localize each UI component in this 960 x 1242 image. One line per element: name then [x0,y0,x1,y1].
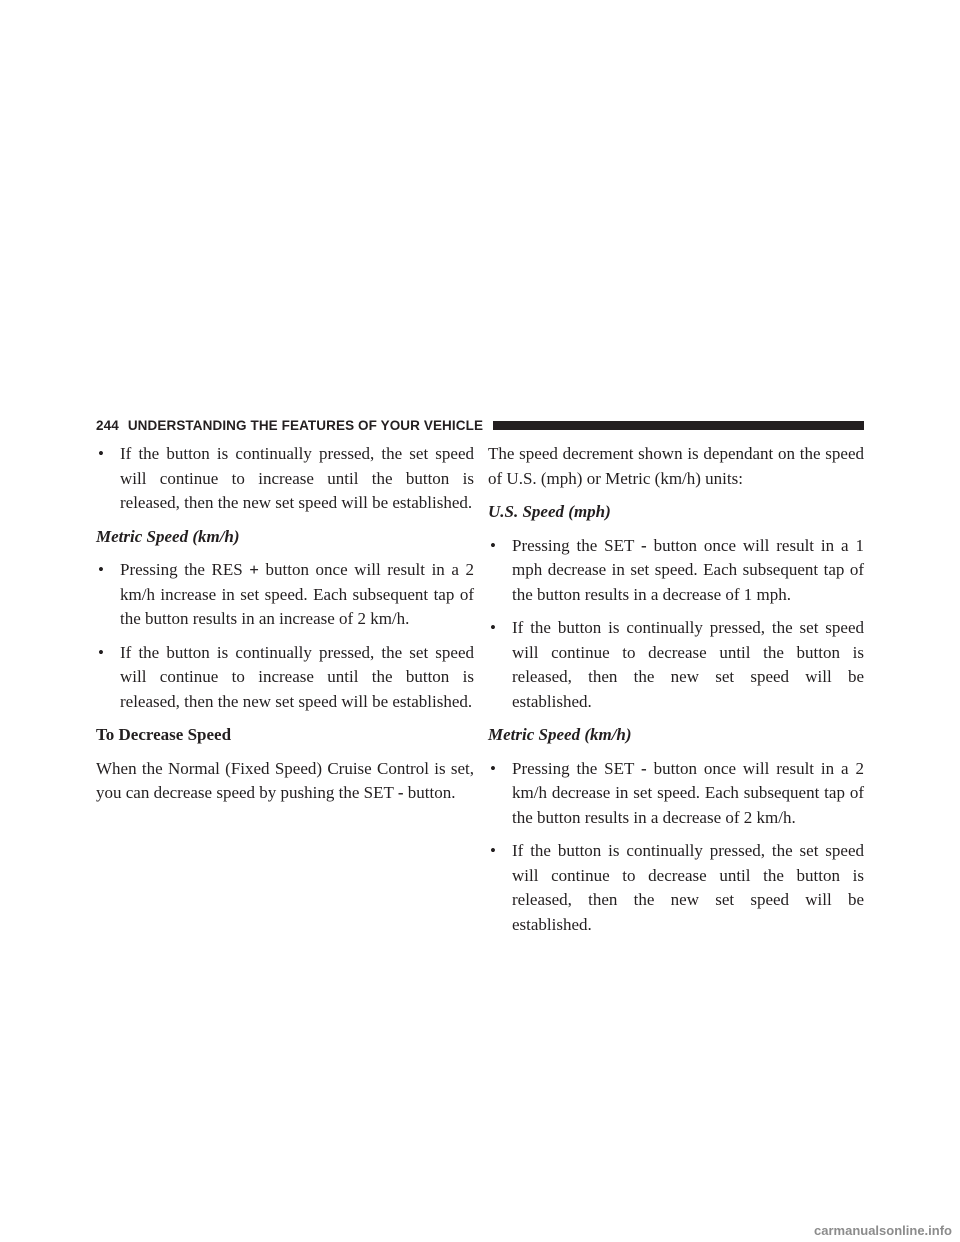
section-title: UNDERSTANDING THE FEATURES OF YOUR VEHICLE [127,417,484,433]
text-run: button once will result in a 1 mph decrease in set speed. Each subsequent tap of the button results in a decrease of 1 mph. [512,535,864,604]
bullet-icon: • [98,560,104,579]
page-header [96,414,864,436]
minus-symbol: - [641,535,647,555]
bullet-text [120,558,474,632]
text-run: Pressing the SET [512,758,641,778]
metric-speed-heading: Metric Speed (km/h) [96,526,240,546]
minus-symbol: - [397,783,404,802]
minus-symbol: - [641,758,647,778]
bullet-text: If the button is continually pressed, the set speed will continue to decrease until the button is released, then the new set speed will be established. [512,618,864,711]
bullet-icon: • [490,535,496,555]
left-column [96,442,474,815]
watermark: carmanualsonline.info [814,1223,952,1238]
header-rule [493,421,864,430]
decrease-speed-heading: To Decrease Speed [96,725,232,744]
text-run: Pressing the RES [120,560,250,579]
bullet-icon: • [490,618,496,637]
bullet-icon: • [98,642,104,662]
list-item [488,534,864,608]
list-item [488,757,864,831]
bullet-icon: • [98,444,104,463]
bullet-text: If the button is continually pressed, the set speed will continue to increase until the button is released, then the new set speed will be established. [120,444,474,512]
list-item [96,641,474,715]
text-run: button once will result in a 2 km/h increase in set speed. Each subsequent tap of the button results in an increase of 2 km/h. [120,560,474,628]
plus-symbol: + [249,560,259,579]
intro-paragraph: The speed decrement shown is dependant on the speed of U.S. (mph) or Metric (km/h) units: [488,444,864,488]
right-column [488,442,864,946]
metric-speed-heading: Metric Speed (km/h) [488,725,632,744]
bullet-icon: • [490,841,496,860]
page-number: 244 [96,417,119,433]
text-run: Pressing the SET [512,535,641,555]
bullet-text: If the button is continually pressed, the set speed will continue to increase until the button is released, then the new set speed will be established. [120,642,474,711]
us-speed-heading: U.S. Speed (mph) [488,502,611,521]
text-run: When the Normal (Fixed Speed) Cruise Control is set, you can decrease speed by pushing the SET [96,758,474,802]
bullet-text [512,534,864,608]
list-item [96,558,474,632]
decrease-paragraph [96,757,474,806]
text-run: button once will result in a 2 km/h decrease in set speed. Each subsequent tap of the button results in a decrease of 2 km/h. [512,758,864,827]
bullet-text [512,757,864,831]
list-item [488,616,864,714]
text-run: button. [403,783,456,802]
list-item [488,839,864,937]
bullet-text: If the button is continually pressed, the set speed will continue to decrease until the button is released, then the new set speed will be established. [512,841,864,934]
list-item [96,442,474,516]
bullet-icon: • [490,758,496,778]
